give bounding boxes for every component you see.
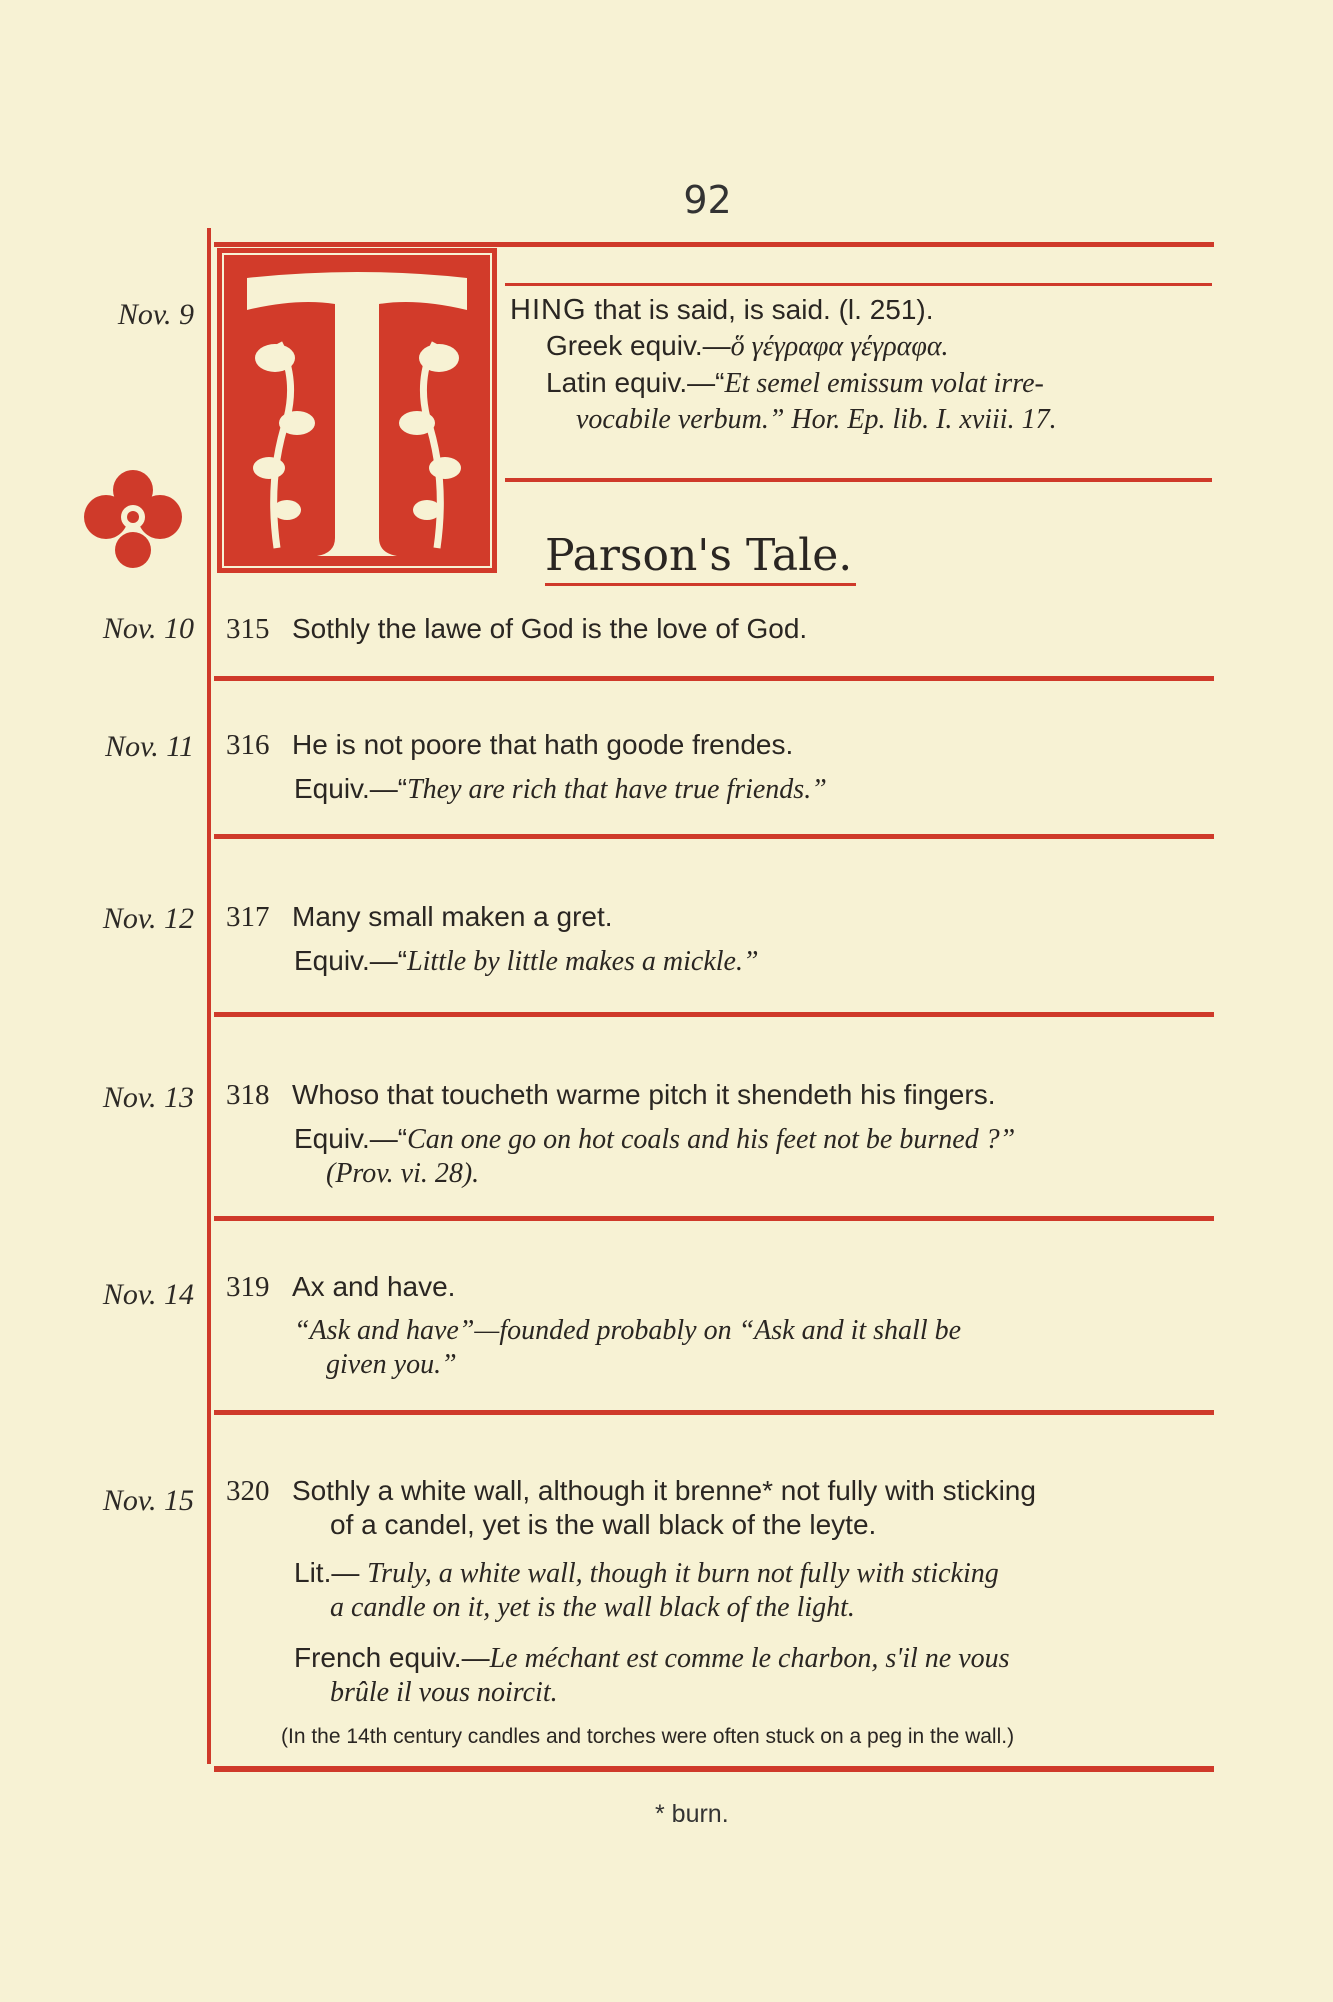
greek-equiv [510, 328, 1220, 365]
trefoil-ornament-icon [78, 462, 188, 572]
drop-cap-t-illumination [217, 248, 497, 573]
date-nov-10: Nov. 10 [102, 612, 194, 645]
french-continuation: brûle il vous noircit. [330, 1677, 558, 1708]
greek-text: ὅ γέγραφα γέγραφα. [730, 331, 949, 362]
left-border-rule [207, 228, 211, 1764]
equiv-label: Equiv.—“ [294, 773, 408, 804]
equiv-continuation: given you.” [326, 1349, 457, 1380]
header-bottom-rule [505, 478, 1212, 482]
historical-note: (In the 14th century candles and torches were often stuck on a peg in the wall.) [281, 1725, 1015, 1748]
equiv-text: They are rich that have true friends.” [407, 774, 827, 805]
equiv-text: Can one go on hot coals and his feet not be burned ?” [407, 1124, 1016, 1155]
entry-text: Sothly a white wall, although it brenne* not fully with sticking [292, 1475, 1036, 1506]
entry-315 [226, 612, 1216, 646]
entry-text: He is not poore that hath goode frendes. [292, 729, 794, 760]
french-equiv [226, 1641, 1216, 1676]
equiv-text: Little by little makes a mickle.” [407, 946, 759, 977]
top-rule [214, 242, 1214, 247]
date-nov-15: Nov. 15 [102, 1484, 194, 1517]
entry-number: 316 [226, 729, 270, 761]
entry-text-continuation: of a candel, yet is the wall black of the leyte. [330, 1509, 877, 1540]
entry-319 [226, 1270, 1216, 1382]
french-text: Le méchant est comme le charbon, s'il ne vous [489, 1643, 1010, 1674]
date-nov-14: Nov. 14 [102, 1278, 194, 1311]
equiv-label: Equiv.—“ [294, 1123, 408, 1154]
entry-text: Whoso that toucheth warme pitch it shendeth his fingers. [292, 1079, 996, 1110]
date-nov-9: Nov. 9 [117, 298, 194, 331]
french-label: French equiv.— [294, 1642, 490, 1673]
entry-317 [226, 900, 1216, 979]
date-nov-12: Nov. 12 [102, 902, 194, 935]
entry-number: 315 [226, 613, 270, 645]
page-number: 92 [683, 178, 732, 222]
equiv-continuation: (Prov. vi. 28). [326, 1158, 480, 1189]
entry-316 [226, 728, 1216, 807]
divider-rule [214, 1216, 1214, 1221]
equiv-line [226, 944, 1216, 979]
drop-cap-continuation: HING [510, 294, 587, 326]
divider-rule [214, 676, 1214, 681]
entry-318 [226, 1078, 1216, 1191]
entry-number: 320 [226, 1475, 270, 1507]
footnote: * burn. [655, 1800, 729, 1828]
divider-rule [214, 1012, 1214, 1017]
equiv-line [226, 1122, 1216, 1157]
entry-text: Many small maken a gret. [292, 901, 613, 932]
equiv-label: Equiv.—“ [294, 945, 408, 976]
divider-rule [214, 834, 1214, 839]
greek-label: Greek equiv.— [546, 330, 731, 361]
latin-text-1: Et semel emissum volat irre- [724, 368, 1044, 399]
latin-label: Latin equiv.—“ [546, 367, 725, 398]
date-nov-13: Nov. 13 [102, 1081, 194, 1114]
header-first-line-text: that is said, is said. (l. 251). [586, 294, 934, 325]
entry-number: 317 [226, 901, 270, 933]
section-title: Parson's Tale. [545, 530, 856, 586]
date-nov-11: Nov. 11 [105, 730, 194, 763]
literal-translation [226, 1556, 1216, 1591]
entry-number: 319 [226, 1271, 270, 1303]
entry-text: Ax and have. [292, 1271, 456, 1302]
lit-text: Truly, a white wall, though it burn not fully with sticking [367, 1558, 999, 1589]
header-top-rule [505, 283, 1212, 286]
latin-equiv [510, 365, 1220, 402]
entry-320 [226, 1474, 1216, 1754]
entry-text: Sothly the lawe of God is the love of God. [292, 613, 808, 644]
latin-text-2: vocabile verbum.” Hor. Ep. lib. I. xviii. 17. [576, 404, 1057, 435]
divider-rule [214, 1410, 1214, 1415]
equiv-line [226, 772, 1216, 807]
header-entry [510, 292, 1220, 438]
bottom-rule [214, 1766, 1214, 1772]
lit-label: Lit.— [294, 1557, 368, 1588]
entry-number: 318 [226, 1079, 270, 1111]
lit-continuation: a candle on it, yet is the wall black of the light. [330, 1592, 855, 1623]
equiv-text: “Ask and have”—founded probably on “Ask and it shall be [294, 1315, 962, 1346]
header-first-line [510, 292, 1220, 328]
